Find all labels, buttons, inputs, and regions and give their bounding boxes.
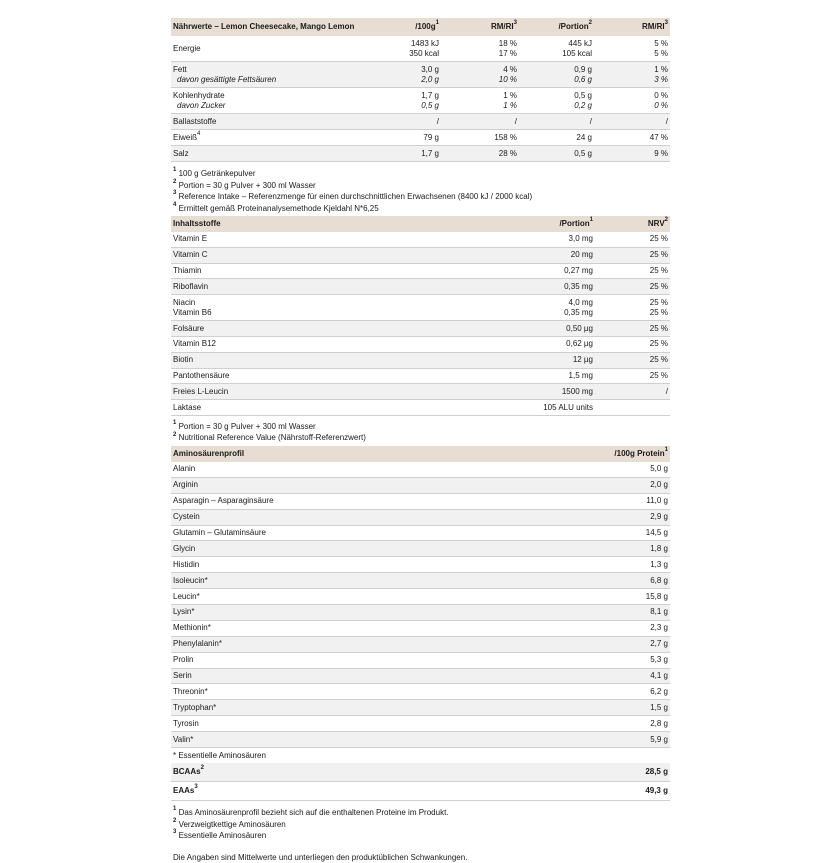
amino-rows — [171, 462, 670, 748]
nutrient-value — [441, 117, 519, 127]
amino-name: Methionin* — [171, 623, 595, 633]
ingredient-name-text: Vitamin C — [173, 250, 518, 260]
ingredient-portion — [520, 339, 595, 349]
nutrient-value — [594, 133, 670, 143]
amino-row — [171, 462, 670, 478]
footnote-number: 1 — [173, 806, 176, 812]
amino-value: 5,3 g — [595, 655, 670, 665]
nrv-value: 25 % — [597, 266, 668, 276]
ingredient-name — [171, 324, 520, 334]
amino-value: 1,3 g — [595, 560, 670, 570]
value-main: 1,7 g — [383, 91, 439, 101]
footnote-number: 1 — [173, 420, 176, 426]
amino-value: 11,0 g — [595, 496, 670, 506]
footnote-number: 4 — [173, 202, 176, 208]
ingredient-name-text: Biotin — [173, 355, 518, 365]
nutrition-footnotes — [171, 162, 670, 216]
amino-name: Phenylalanin* — [171, 639, 595, 649]
ingredient-portion — [520, 355, 595, 365]
amino-name: Serin — [171, 671, 595, 681]
nutrient-value — [441, 133, 519, 143]
amino-value: 5,0 g — [595, 464, 670, 474]
value-main: 0,5 g — [521, 149, 592, 159]
nutrient-value — [381, 39, 441, 59]
nutrition-row — [171, 130, 670, 146]
ingredient-name-text: Laktase — [173, 403, 518, 413]
ingredient-row — [171, 337, 670, 353]
nutrient-name-text: Salz — [173, 149, 189, 158]
bcaa-row — [171, 763, 670, 782]
ingredient-row — [171, 232, 670, 248]
amino-row — [171, 573, 670, 589]
ingredient-portion — [520, 234, 595, 244]
nutrient-value — [594, 117, 670, 127]
footnote — [173, 191, 668, 203]
col-portion: /Portion$^1$ — [520, 219, 595, 229]
ingredient-row — [171, 279, 670, 295]
nrv-value: 25 % — [597, 355, 668, 365]
portion-value: 0,27 mg — [522, 266, 593, 276]
value-main: 1,7 g — [383, 149, 439, 159]
nutrient-name-text: Kohlenhydrate — [173, 91, 225, 100]
nutrition-document — [171, 18, 670, 863]
nutrient-value — [594, 91, 670, 111]
bcaa-value: 28,5 g — [595, 767, 670, 777]
ingredient-portion — [520, 282, 595, 292]
eaa-row — [171, 782, 670, 801]
ingredient-row — [171, 264, 670, 280]
value-main: 18 % — [443, 39, 517, 49]
nutrient-name-text: Eiweiß — [173, 133, 197, 142]
amino-footnotes — [171, 801, 670, 842]
value-sub: 3 % — [596, 75, 668, 85]
nutrition-row — [171, 114, 670, 130]
ingredient-name-text: Vitamin E — [173, 234, 518, 244]
value-main: 158 % — [443, 133, 517, 143]
ingredient-portion — [520, 387, 595, 397]
footnote-text: Ermittelt gemäß Proteinanalysemethode Kjeldahl N*6,25 — [179, 204, 379, 213]
nutrient-label — [171, 149, 381, 159]
value-sub: 0,6 g — [521, 75, 592, 85]
ingredient-name — [171, 282, 520, 292]
col-100g: $/100g^1$ — [381, 22, 441, 32]
nrv-value: 25 % — [597, 371, 668, 381]
amino-row — [171, 557, 670, 573]
ingredient-name — [171, 371, 520, 381]
value-main: 28 % — [443, 149, 517, 159]
footnote-number: 1 — [173, 167, 176, 173]
nrv-value: 25 % — [597, 308, 668, 318]
portion-value: 4,0 mg — [522, 298, 593, 308]
ingredient-row — [171, 295, 670, 321]
amino-row — [171, 541, 670, 557]
nutrient-value — [381, 117, 441, 127]
ingredient-nrv — [595, 298, 670, 318]
nutrient-label — [171, 65, 381, 85]
portion-value: 1500 mg — [522, 387, 593, 397]
footnote-number: 2 — [173, 179, 176, 185]
ingredient-name — [171, 355, 520, 365]
nutrient-value — [381, 133, 441, 143]
amino-value: 1,5 g — [595, 703, 670, 713]
portion-value: 0,35 mg — [522, 282, 593, 292]
nutrient-value — [441, 149, 519, 159]
value-main: 3,0 g — [383, 65, 439, 75]
nutrient-name — [173, 91, 379, 101]
amino-value: 14,5 g — [595, 528, 670, 538]
nutrient-name — [173, 44, 379, 54]
essential-note-row — [171, 748, 670, 763]
value-main: 47 % — [596, 133, 668, 143]
amino-row — [171, 684, 670, 700]
footnote-text: 100 g Getränkepulver — [179, 169, 256, 178]
amino-value: 6,8 g — [595, 576, 670, 586]
nutrient-label — [171, 133, 381, 143]
amino-name: Lysin* — [171, 607, 595, 617]
ingredient-nrv — [595, 387, 670, 397]
ingredient-portion — [520, 250, 595, 260]
ingredient-name — [171, 234, 520, 244]
value-sub: 0,5 g — [383, 101, 439, 111]
amino-row — [171, 605, 670, 621]
essential-note: * Essentielle Aminosäuren — [171, 751, 670, 761]
ingredient-row — [171, 321, 670, 337]
bcaa-label: BCAAs$^2$ — [171, 767, 595, 777]
amino-name: Isoleucin* — [171, 576, 595, 586]
nutrient-subname: davon gesättigte Fettsäuren — [173, 75, 379, 85]
ingredient-nrv — [595, 266, 670, 276]
nutrient-name — [173, 117, 379, 127]
amino-row — [171, 510, 670, 526]
nutrient-footnote-ref: 4 — [197, 131, 200, 137]
value-main: 79 g — [383, 133, 439, 143]
disclaimer: Die Angaben sind Mittelwerte und unterliegen den produktüblichen Schwankungen. — [171, 842, 670, 863]
portion-value: 3,0 mg — [522, 234, 593, 244]
ingredient-name — [171, 250, 520, 260]
value-main: 1 % — [596, 65, 668, 75]
nutrient-name-text: Fett — [173, 65, 187, 74]
nutrient-name — [173, 133, 379, 143]
nutrient-label — [171, 44, 381, 54]
value-main: 9 % — [596, 149, 668, 159]
value-main: 445 kJ — [521, 39, 592, 49]
ingredient-nrv — [595, 355, 670, 365]
eaa-label: EAAs$^3$ — [171, 786, 595, 796]
nutrient-value — [441, 65, 519, 85]
ingredient-row — [171, 384, 670, 400]
nutrition-header — [171, 18, 670, 36]
amino-value: 4,1 g — [595, 671, 670, 681]
col-portion: /Portion$^2$ — [519, 22, 594, 32]
ingredient-row — [171, 248, 670, 264]
nrv-value: 25 % — [597, 234, 668, 244]
ingredient-name — [171, 339, 520, 349]
value-sub: 17 % — [443, 49, 517, 59]
ingredients-footnotes — [171, 416, 670, 446]
ingredient-portion — [520, 298, 595, 318]
amino-name: Glutamin – Glutaminsäure — [171, 528, 595, 538]
col-rm-ri-2: $RM/RI^3$ — [594, 22, 670, 32]
value-main: 5 % — [596, 39, 668, 49]
amino-title: Aminosäurenprofil — [171, 449, 595, 459]
amino-row — [171, 526, 670, 542]
ingredient-nrv — [595, 250, 670, 260]
ingredient-name — [171, 403, 520, 413]
portion-value: 0,35 mg — [522, 308, 593, 318]
nutrient-value — [381, 65, 441, 85]
ingredient-name-text: Freies L-Leucin — [173, 387, 518, 397]
amino-value: 2,3 g — [595, 623, 670, 633]
nutrient-name-text: Ballaststoffe — [173, 117, 216, 126]
nutrition-rows — [171, 36, 670, 162]
portion-value: 12 µg — [522, 355, 593, 365]
col-rm-ri-1: $RM/RI^3$ — [441, 22, 519, 32]
amino-row — [171, 653, 670, 669]
ingredient-portion — [520, 403, 595, 413]
amino-value: 1,8 g — [595, 544, 670, 554]
ingredient-name-text: Thiamin — [173, 266, 518, 276]
nutrition-row — [171, 146, 670, 162]
amino-row — [171, 637, 670, 653]
nrv-value: / — [597, 387, 668, 397]
value-sub: 350 kcal — [383, 49, 439, 59]
footnote-text: Verzweigtkettige Aminosäuren — [179, 820, 286, 829]
value-sub: 5 % — [596, 49, 668, 59]
footnote — [173, 203, 668, 215]
amino-header — [171, 446, 670, 462]
nutrient-name — [173, 149, 379, 159]
ingredients-header — [171, 216, 670, 232]
nutrient-value — [594, 65, 670, 85]
nutrient-value — [594, 39, 670, 59]
nutrient-value — [594, 149, 670, 159]
nrv-value: 25 % — [597, 250, 668, 260]
footnote — [173, 807, 668, 819]
ingredients-rows — [171, 232, 670, 416]
nutrient-value — [519, 65, 594, 85]
nutrient-name — [173, 65, 379, 75]
ingredient-row — [171, 353, 670, 369]
ingredient-name-text: Vitamin B12 — [173, 339, 518, 349]
amino-row — [171, 621, 670, 637]
nutrient-subname: davon Zucker — [173, 101, 379, 111]
footnote — [173, 432, 668, 444]
nutrient-value — [519, 117, 594, 127]
value-sub: 105 kcal — [521, 49, 592, 59]
nutrient-value — [441, 39, 519, 59]
ingredient-name-text: Niacin — [173, 298, 518, 308]
ingredient-portion — [520, 266, 595, 276]
nutrition-row — [171, 36, 670, 62]
ingredient-nrv — [595, 371, 670, 381]
ingredient-row — [171, 369, 670, 385]
ingredient-name-text: Riboflavin — [173, 282, 518, 292]
nrv-value: 25 % — [597, 282, 668, 292]
value-sub: 2,0 g — [383, 75, 439, 85]
nutrition-title: Nährwerte – Lemon Cheesecake, Mango Lemon — [171, 22, 381, 32]
amino-name: Histidin — [171, 560, 595, 570]
nutrient-value — [519, 149, 594, 159]
ingredients-title: Inhaltsstoffe — [171, 219, 520, 229]
ingredient-nrv — [595, 234, 670, 244]
ingredient-portion — [520, 371, 595, 381]
footnote-number: 2 — [173, 818, 176, 824]
amino-row — [171, 732, 670, 748]
nutrition-row — [171, 62, 670, 88]
nutrient-name-text: Energie — [173, 44, 201, 53]
portion-value: 20 mg — [522, 250, 593, 260]
ingredient-row — [171, 400, 670, 416]
amino-value: 15,8 g — [595, 592, 670, 602]
amino-name: Glycin — [171, 544, 595, 554]
nutrient-value — [519, 133, 594, 143]
eaa-value: 49,3 g — [595, 786, 670, 796]
footnote-text: Portion = 30 g Pulver + 300 ml Wasser — [179, 422, 316, 431]
amino-name: Valin* — [171, 735, 595, 745]
nrv-value: 25 % — [597, 324, 668, 334]
nrv-value: 25 % — [597, 339, 668, 349]
value-main: / — [443, 117, 517, 127]
footnote-text: Reference Intake – Referenzmenge für einen durchschnittlichen Erwachsenen (8400 kJ / 2000 kcal) — [179, 192, 533, 201]
nutrient-value — [441, 91, 519, 111]
amino-value: 6,2 g — [595, 687, 670, 697]
amino-name: Cystein — [171, 512, 595, 522]
nutrient-label — [171, 91, 381, 111]
nutrient-value — [381, 91, 441, 111]
value-main: 0 % — [596, 91, 668, 101]
footnote-text: Nutritional Reference Value (Nährstoff-Referenzwert) — [179, 433, 366, 442]
value-main: 24 g — [521, 133, 592, 143]
amino-name: Prolin — [171, 655, 595, 665]
value-sub: 0,2 g — [521, 101, 592, 111]
col-100g-protein: /100g Protein$^1$ — [595, 449, 670, 459]
amino-name: Tyrosin — [171, 719, 595, 729]
ingredient-name — [171, 298, 520, 318]
ingredient-name-text: Vitamin B6 — [173, 308, 518, 318]
amino-row — [171, 589, 670, 605]
ingredient-nrv — [595, 339, 670, 349]
nutrient-value — [381, 149, 441, 159]
amino-name: Alanin — [171, 464, 595, 474]
amino-name: Threonin* — [171, 687, 595, 697]
footnote-text: Portion = 30 g Pulver + 300 ml Wasser — [179, 181, 316, 190]
footnote-text: Essentielle Aminosäuren — [179, 831, 267, 840]
ingredient-name — [171, 387, 520, 397]
amino-value: 5,9 g — [595, 735, 670, 745]
amino-value: 2,9 g — [595, 512, 670, 522]
value-main: 1 % — [443, 91, 517, 101]
nutrient-label — [171, 117, 381, 127]
ingredient-name-text: Folsäure — [173, 324, 518, 334]
nutrient-value — [519, 91, 594, 111]
amino-row — [171, 669, 670, 685]
amino-value: 8,1 g — [595, 607, 670, 617]
footnote — [173, 421, 668, 433]
amino-row — [171, 478, 670, 494]
portion-value: 0,62 µg — [522, 339, 593, 349]
footnote — [173, 819, 668, 831]
portion-value: 105 ALU units — [522, 403, 593, 413]
portion-value: 0,50 µg — [522, 324, 593, 334]
amino-row — [171, 700, 670, 716]
amino-value: 2,7 g — [595, 639, 670, 649]
value-sub: 10 % — [443, 75, 517, 85]
amino-value: 2,8 g — [595, 719, 670, 729]
amino-name: Arginin — [171, 480, 595, 490]
footnote-number: 3 — [173, 829, 176, 835]
amino-row — [171, 716, 670, 732]
value-main: / — [521, 117, 592, 127]
amino-name: Asparagin – Asparaginsäure — [171, 496, 595, 506]
ingredient-portion — [520, 324, 595, 334]
footnote-text: Das Aminosäurenprofil bezieht sich auf die enthaltenen Proteine im Produkt. — [179, 808, 449, 817]
value-main: / — [383, 117, 439, 127]
ingredient-name — [171, 266, 520, 276]
value-main: 0,9 g — [521, 65, 592, 75]
amino-name: Tryptophan* — [171, 703, 595, 713]
footnote — [173, 168, 668, 180]
footnote-number: 3 — [173, 190, 176, 196]
amino-row — [171, 494, 670, 510]
ingredient-nrv — [595, 282, 670, 292]
ingredient-name-text: Pantothensäure — [173, 371, 518, 381]
col-nrv: NRV$^2$ — [595, 219, 670, 229]
value-main: 4 % — [443, 65, 517, 75]
ingredient-nrv — [595, 324, 670, 334]
footnote — [173, 180, 668, 192]
amino-name: Leucin* — [171, 592, 595, 602]
portion-value: 1,5 mg — [522, 371, 593, 381]
value-sub: 0 % — [596, 101, 668, 111]
nutrient-value — [519, 39, 594, 59]
value-sub: 1 % — [443, 101, 517, 111]
nrv-value: 25 % — [597, 298, 668, 308]
nutrition-row — [171, 88, 670, 114]
value-main: / — [596, 117, 668, 127]
value-main: 1483 kJ — [383, 39, 439, 49]
footnote-number: 2 — [173, 432, 176, 438]
value-main: 0,5 g — [521, 91, 592, 101]
amino-value: 2,0 g — [595, 480, 670, 490]
